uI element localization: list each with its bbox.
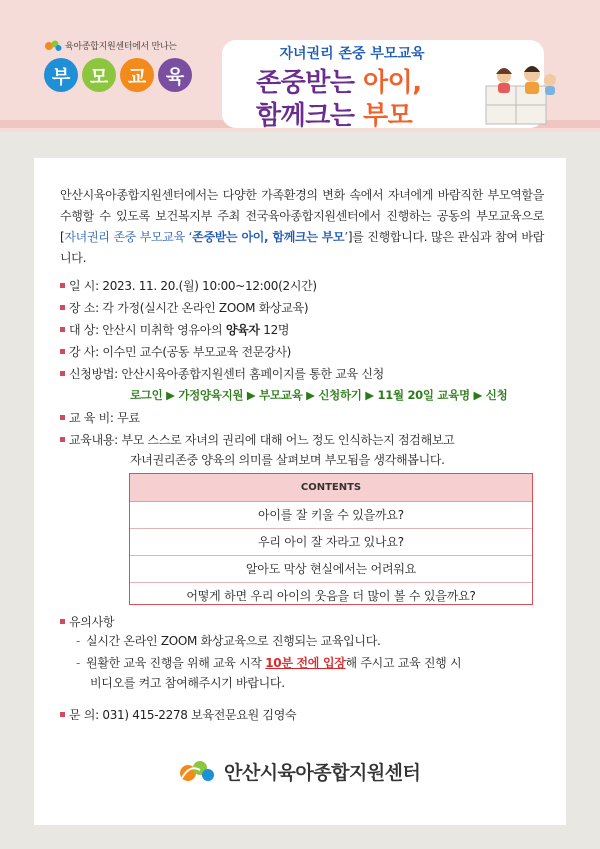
note-2-text-a: 원활한 교육 진행을 위해 교육 시작 xyxy=(86,656,266,670)
notes-label: 유의사항 xyxy=(69,615,115,629)
info-row-place xyxy=(60,298,308,318)
apply-label: 신청방법: xyxy=(69,367,118,381)
info-row-target xyxy=(60,320,289,340)
date-value: 2023. 11. 20.(월) 10:00~12:00(2시간) xyxy=(102,279,317,293)
title-line2-part-b: 부모 xyxy=(363,101,413,131)
apply-steps: 로그인 ▶ 가정양육지원 ▶ 부모교육 ▶ 신청하기 ▶ 11월 20일 교육명 ▶ 신청 xyxy=(130,388,508,402)
footer-logo xyxy=(178,757,438,785)
contents-heading: CONTENTS xyxy=(130,474,532,502)
bullet-icon xyxy=(60,349,65,354)
brand-tagline xyxy=(44,38,224,52)
target-value-b: 양육자 xyxy=(225,323,260,337)
intro-text-e: ]를 진행합니다. 많은 관심과 참여 바랍니다. xyxy=(60,230,545,265)
bullet-icon xyxy=(60,283,65,288)
bullet-icon xyxy=(60,712,65,717)
family-illustration-icon xyxy=(484,56,560,126)
page-subtitle: 자녀권리 존중 부모교육 xyxy=(279,46,425,62)
content-value-2: 자녀권리존중 양육의 의미를 살펴보며 부모됨을 생각해봅니다. xyxy=(130,453,445,467)
intro-text-c: 존중받는 아이, 함께크는 부모 xyxy=(192,230,345,244)
brand-circle-3: 교 xyxy=(120,58,154,92)
dash-icon: - xyxy=(76,634,81,648)
place-value: 각 가정(실시간 온라인 ZOOM 화상교육) xyxy=(102,301,309,315)
contents-item: 우리 아이 잘 자라고 있나요? xyxy=(130,529,532,556)
target-value-a: 안산시 미취학 영유아의 xyxy=(102,323,226,337)
bullet-icon xyxy=(60,415,65,420)
contact-value: 031) 415-2278 보육전문요원 김영숙 xyxy=(102,708,297,722)
page-title-line1 xyxy=(256,62,422,99)
info-row-fee xyxy=(60,408,140,428)
dash-icon: - xyxy=(76,656,81,670)
info-row-lecturer xyxy=(60,342,291,362)
brand-circle-2: 모 xyxy=(82,58,116,92)
intro-text-b: 자녀권리 존중 부모교육 ‘ xyxy=(64,230,193,244)
center-logo-icon xyxy=(44,38,62,52)
intro-paragraph xyxy=(60,185,544,269)
title-line2-part-a: 함께크는 xyxy=(256,101,364,131)
title-line1-part-a: 존중받는 xyxy=(256,68,364,98)
note-2-text-d: 비디오를 켜고 참여해주시기 바랍니다. xyxy=(90,676,285,690)
note-1-text: 실시간 온라인 ZOOM 화상교육으로 진행되는 교육입니다. xyxy=(86,634,381,648)
page-title-line2 xyxy=(256,95,412,132)
content-label: 교육내용: xyxy=(69,433,118,447)
bullet-icon xyxy=(60,619,65,624)
info-row-apply xyxy=(60,364,384,384)
bullet-icon xyxy=(60,371,65,376)
note-2-text-b: 10분 전에 입장 xyxy=(265,656,346,670)
contents-item: 알아도 막상 현실에서는 어려워요 xyxy=(130,556,532,583)
lecturer-label: 강 사: xyxy=(69,345,99,359)
bullet-icon xyxy=(60,327,65,332)
info-row-date xyxy=(60,276,317,296)
apply-value: 안산시육아종합지원센터 홈페이지를 통한 교육 신청 xyxy=(121,367,384,381)
contact-label: 문 의: xyxy=(69,708,99,722)
contents-item: 어떻게 하면 우리 아이의 웃음을 더 많이 볼 수 있을까요? xyxy=(186,589,476,603)
note-item-2 xyxy=(76,653,461,673)
footer-org-name: 안산시육아종합지원센터 xyxy=(224,761,421,784)
info-row-content xyxy=(60,430,454,450)
fee-value: 무료 xyxy=(117,411,140,425)
contents-item: 아이를 잘 키울 수 있을까요? xyxy=(130,502,532,529)
content-value-1: 부모 스스로 자녀의 권리에 대해 어느 정도 인식하는지 점검해보고 xyxy=(121,433,455,447)
place-label: 장 소: xyxy=(69,301,99,315)
brand-tagline-text: 육아종합지원센터에서 만나는 xyxy=(65,41,177,52)
fee-label: 교 육 비: xyxy=(69,411,114,425)
info-row-contact xyxy=(60,705,296,725)
date-label: 일 시: xyxy=(69,279,99,293)
intro-text-a: 안산시육아종합지원센터에서는 다양한 가족환경의 변화 속에서 자녀에게 바람직한 부모역할을 수행할 수 있도록 보건복지부 주최 전국육아종합지원센터에서 진행하는 공동의 부모교육으로 [ xyxy=(60,188,544,244)
contents-box xyxy=(129,473,533,605)
brand-circle-1: 부 xyxy=(44,58,78,92)
notes-heading xyxy=(60,612,114,632)
bullet-icon xyxy=(60,305,65,310)
note-2-text-c: 해 주시고 교육 진행 시 xyxy=(345,656,462,670)
note-item-1 xyxy=(76,631,381,651)
center-logo-icon xyxy=(178,758,218,784)
brand-circles xyxy=(44,58,224,92)
brand-circle-4: 육 xyxy=(158,58,192,92)
intro-text-d: ’ xyxy=(344,230,348,244)
bullet-icon xyxy=(60,437,65,442)
title-line1-part-b: 아이, xyxy=(363,68,422,98)
target-label: 대 상: xyxy=(69,323,99,337)
lecturer-value: 이수민 교수(공동 부모교육 전문강사) xyxy=(102,345,292,359)
target-value-c: 12명 xyxy=(259,323,290,337)
brand-block xyxy=(44,38,224,92)
